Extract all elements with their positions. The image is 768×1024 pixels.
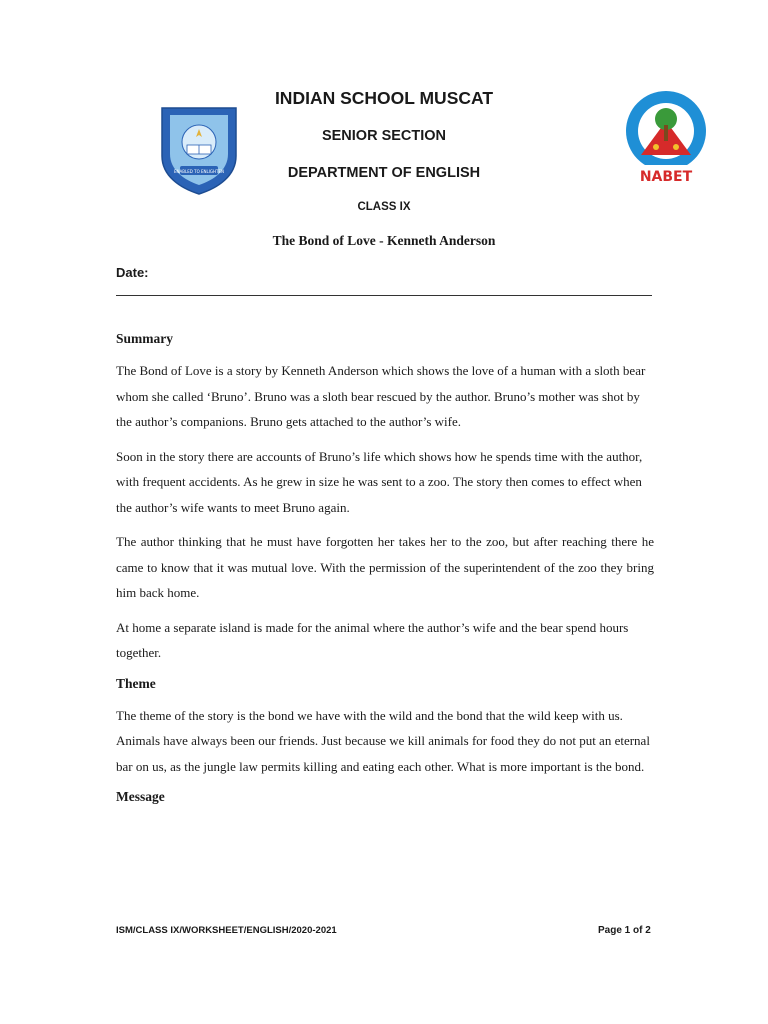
- summary-paragraph-1: The Bond of Love is a story by Kenneth Anderson which shows the love of a human with a sloth bear whom she called ‘Bruno’. Bruno was a sloth bear rescued by the author. Bruno’s mother was shot by the author’s companions. Bruno gets attached to the author’s wife.: [116, 363, 646, 429]
- footer-reference: ISM/CLASS IX/WORKSHEET/ENGLISH/2020-2021: [116, 925, 337, 936]
- nabet-brand: NABET: [639, 169, 693, 185]
- date-line: [116, 295, 652, 296]
- date-label: Date:: [116, 265, 149, 280]
- summary-paragraph-4: At home a separate island is made for the animal where the author’s wife and the bear spend hours together.: [116, 619, 629, 660]
- school-crest-logo: [158, 104, 240, 196]
- document-body: [116, 330, 654, 816]
- school-name: INDIAN SCHOOL MUSCAT: [274, 88, 494, 108]
- page-number: Page 1 of 2: [598, 925, 651, 936]
- theme-paragraph: The theme of the story is the bond we have with the wild and the bond that the wild keep with us. Animals have always been our friends. Just because we kill animals for food they do not put an eternal bar on us, as the jungle law permits killing and eating each other. What is more important is the bond.: [116, 707, 650, 774]
- section-name: SENIOR SECTION: [321, 128, 447, 144]
- crest-motto: ENABLED TO ENLIGHTEN: [174, 169, 224, 174]
- document-title: The Bond of Love - Kenneth Anderson: [272, 233, 496, 248]
- message-heading: Message: [116, 789, 165, 804]
- summary-paragraph-2: Soon in the story there are accounts of Bruno’s life which shows how he spends time with the author, with frequent accidents. As he grew in size he was sent to a zoo. The story then comes to effect when the author’s wife wants to meet Bruno again.: [116, 448, 643, 515]
- summary-heading: Summary: [116, 331, 173, 346]
- summary-paragraph-3: The author thinking that he must have forgotten her takes her to the zoo, but after reaching there he came to know that it was mutual love. With the permission of the superintendent of the zoo they bring him back home.: [116, 534, 654, 600]
- theme-heading: Theme: [116, 675, 156, 691]
- department-name: DEPARTMENT OF ENGLISH: [287, 165, 481, 181]
- class-label: CLASS IX: [357, 201, 411, 213]
- school-crest-icon: [158, 104, 240, 196]
